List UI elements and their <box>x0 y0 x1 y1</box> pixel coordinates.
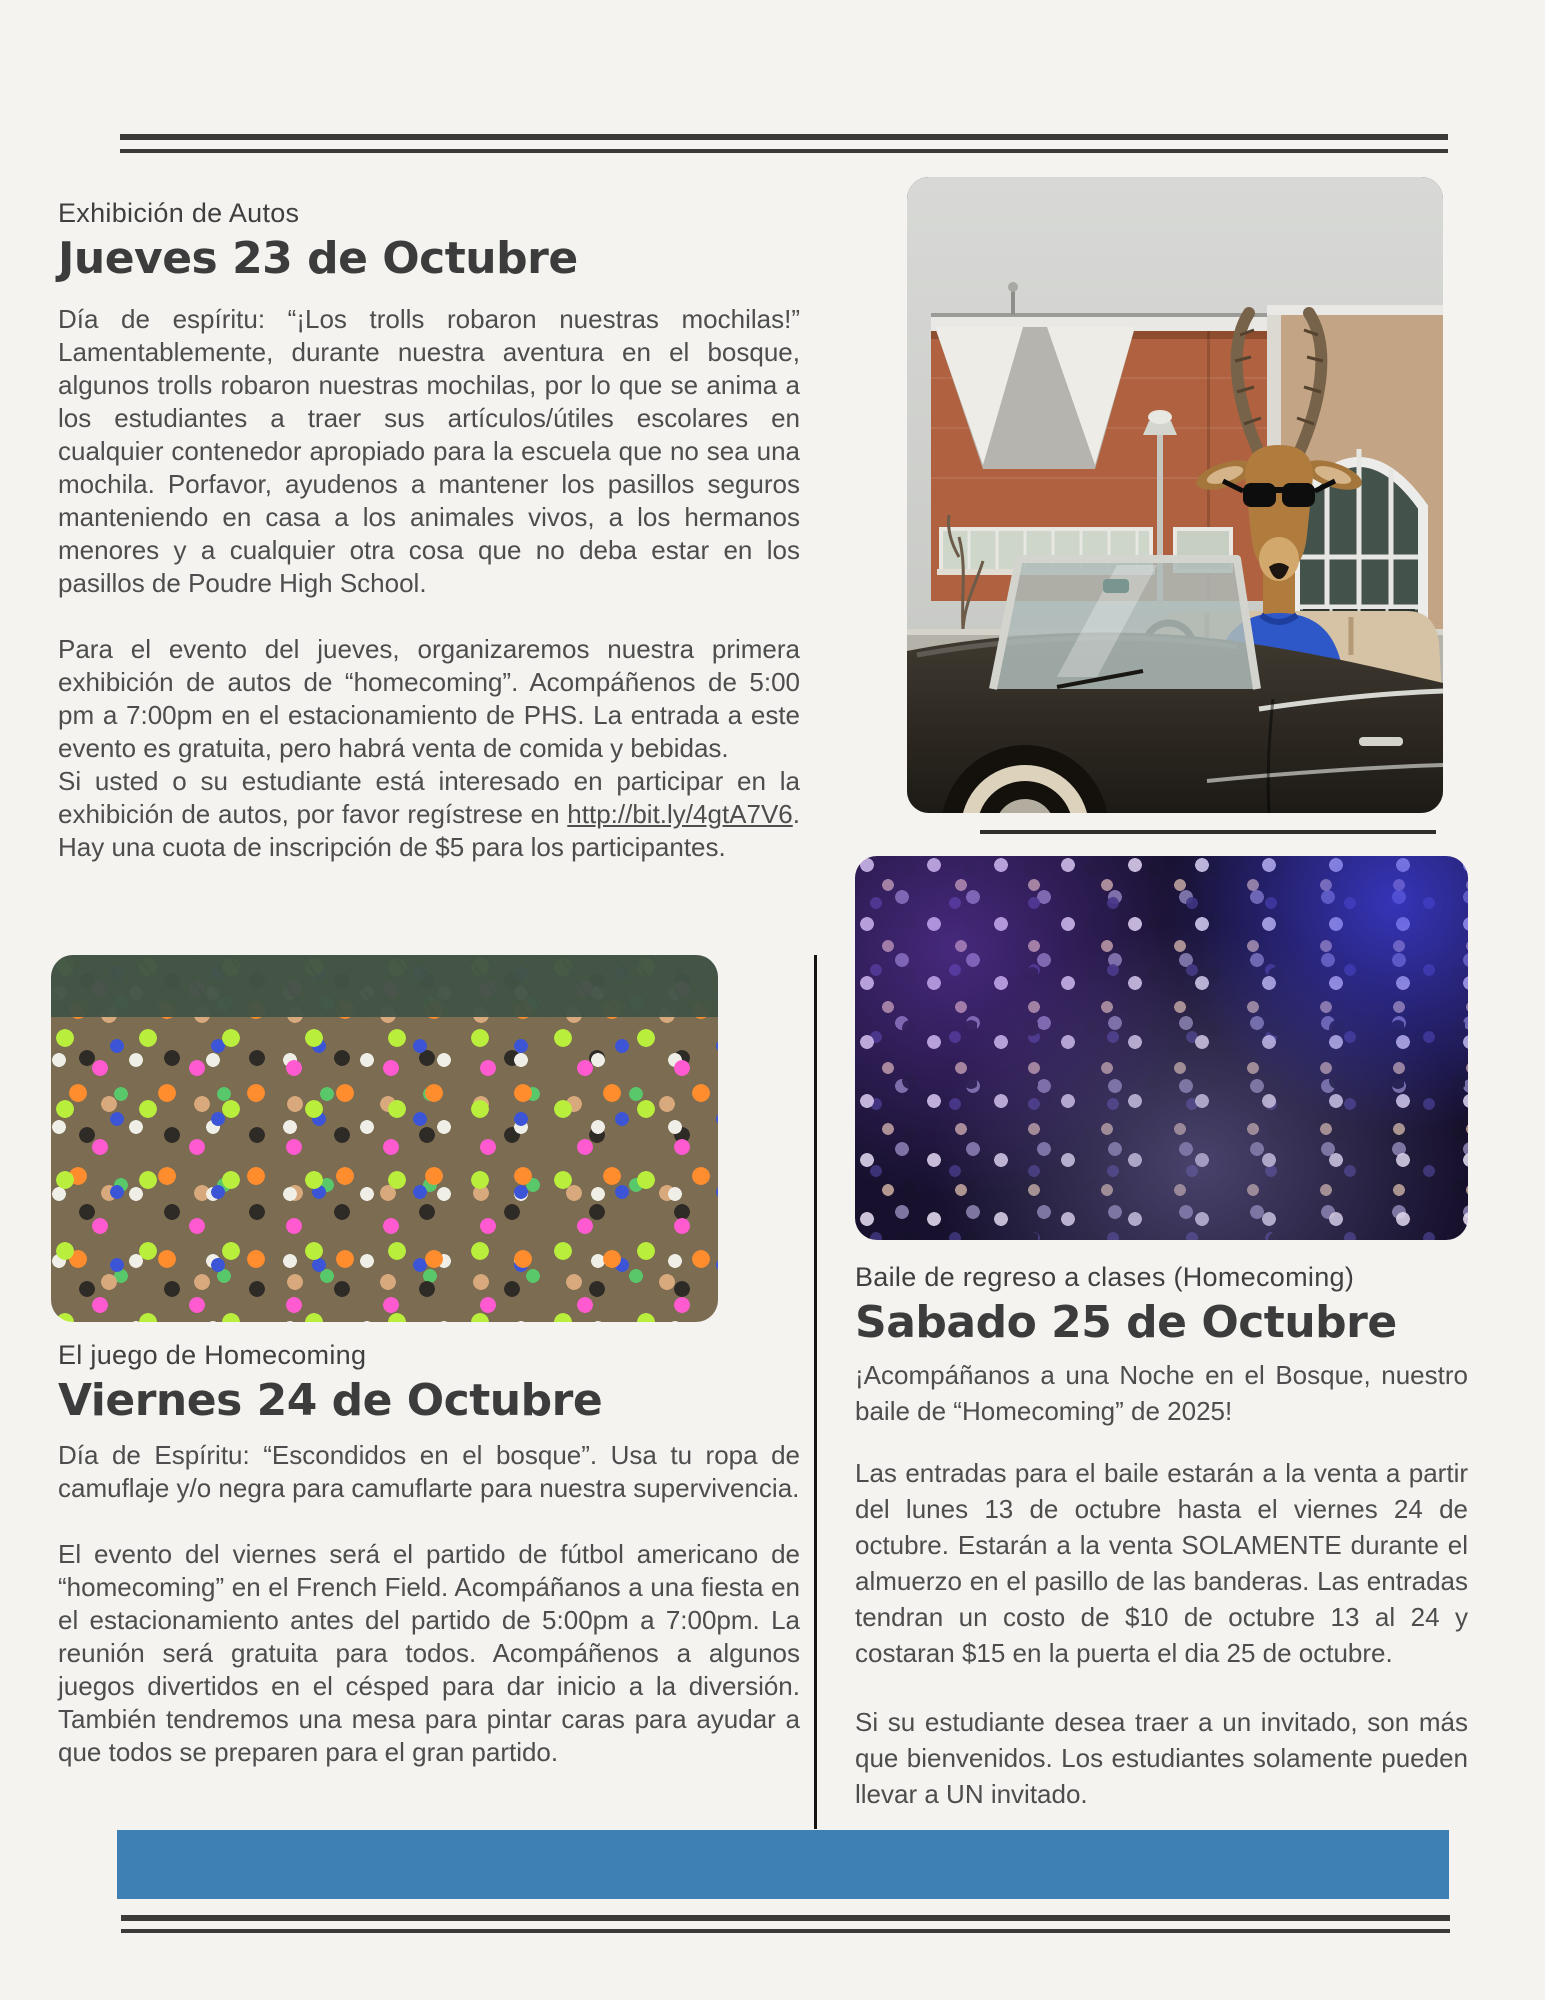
car-show-paragraph-3 <box>58 765 800 864</box>
dance-title: Sabado 25 de Octubre <box>855 1297 1397 1348</box>
game-paragraph-1: Día de Espíritu: “Escondidos en el bosque”. Usa tu ropa de camuflaje y/o negra para camuflarte para nuestra supervivencia. <box>58 1439 800 1503</box>
car-show-paragraph-3-tail: . Hay una cuota de inscripción de $5 para los participantes. <box>58 798 800 862</box>
column-divider <box>814 955 817 1829</box>
dance-paragraph-1: ¡Acompáñanos a una Noche en el Bosque, nuestro baile de “Homecoming” de 2025! <box>855 1359 1468 1426</box>
game-crowd-photo <box>51 955 718 1322</box>
car-show-paragraph-2: Para el evento del jueves, organizaremos nuestra primera exhibición de autos de “homecoming”. Acompáñenos de 5:00 pm a 7:00pm en el estacionamiento de PHS. La entrada a este evento es gratuita, pero habrá venta de comida y bebidas. <box>58 633 800 763</box>
section-dance <box>855 1260 1468 1812</box>
section-car-show <box>58 196 800 864</box>
car-show-photo <box>907 177 1443 813</box>
windshield <box>993 559 1257 689</box>
car-show-title: Jueves 23 de Octubre <box>58 233 578 284</box>
car-show-paragraph-3-lead: Si usted o su estudiante está interesado en participar en la exhibición de autos, por favor regístrese en <box>58 765 800 829</box>
rearview-mirror <box>1103 579 1129 593</box>
bottom-rule-thin <box>121 1929 1450 1933</box>
top-rule-thin <box>120 149 1448 153</box>
mascot-convertible-illustration <box>907 177 1443 813</box>
car-show-label: Exhibición de Autos <box>58 198 300 228</box>
dance-label: Baile de regreso a clases (Homecoming) <box>855 1262 1355 1292</box>
dance-photo <box>855 856 1468 1240</box>
car-show-paragraph-1: Día de espíritu: “¡Los trolls robaron nuestras mochilas!” Lamentablemente, durante nuestra aventura en el bosque, algunos trolls robaron nuestras mochilas, por lo que se anima a los estudiantes a traer sus artículos/útiles escolares en cualquier contenedor apropiado para la escuela que no sea una mochila. Porfavor, ayudenos a mantener los pasillos seguros manteniendo en casa a los animales vivos, a los hermanos menores y a cualquier otra cosa que no deba estar en los pasillos de Poudre High School. <box>58 303 800 598</box>
bottom-rule-thick <box>121 1915 1450 1921</box>
footer-accent-bar <box>117 1830 1449 1899</box>
game-paragraph-2: El evento del viernes será el partido de fútbol americano de “homecoming” en el French Field. Acompáñanos a una fiesta en el estacionamiento antes del partido de 5:00pm a 7:00pm. La reunión será gratuita para todos. Acompáñenos a algunos juegos divertidos en el césped para dar inicio a la diversión. También tendremos una mesa para pintar caras para ayudar a que todos se preparen para el gran partido. <box>58 1538 800 1767</box>
dance-paragraph-3: Si su estudiante desea traer a un invitado, son más que bienvenidos. Los estudiantes solamente pueden llevar a UN invitado. <box>855 1706 1468 1809</box>
registration-link[interactable]: http://bit.ly/4gtA7V6 <box>567 798 793 829</box>
top-rule-thick <box>120 134 1448 140</box>
car-photo-underline <box>980 830 1436 834</box>
dance-paragraph-2: Las entradas para el baile estarán a la venta a partir del lunes 13 de octubre hasta el viernes 24 de octubre. Estarán a la venta SOLAMENTE durante el almuerzo en el pasillo de las banderas. Las entradas tendran un costo de $10 de octubre 13 al 24 y costaran $15 en la puerta el dia 25 de octubre. <box>855 1457 1468 1668</box>
game-title: Viernes 24 de Octubre <box>58 1375 603 1426</box>
door-handle <box>1359 737 1403 746</box>
game-label: El juego de Homecoming <box>58 1340 367 1370</box>
section-game <box>58 1338 800 1769</box>
